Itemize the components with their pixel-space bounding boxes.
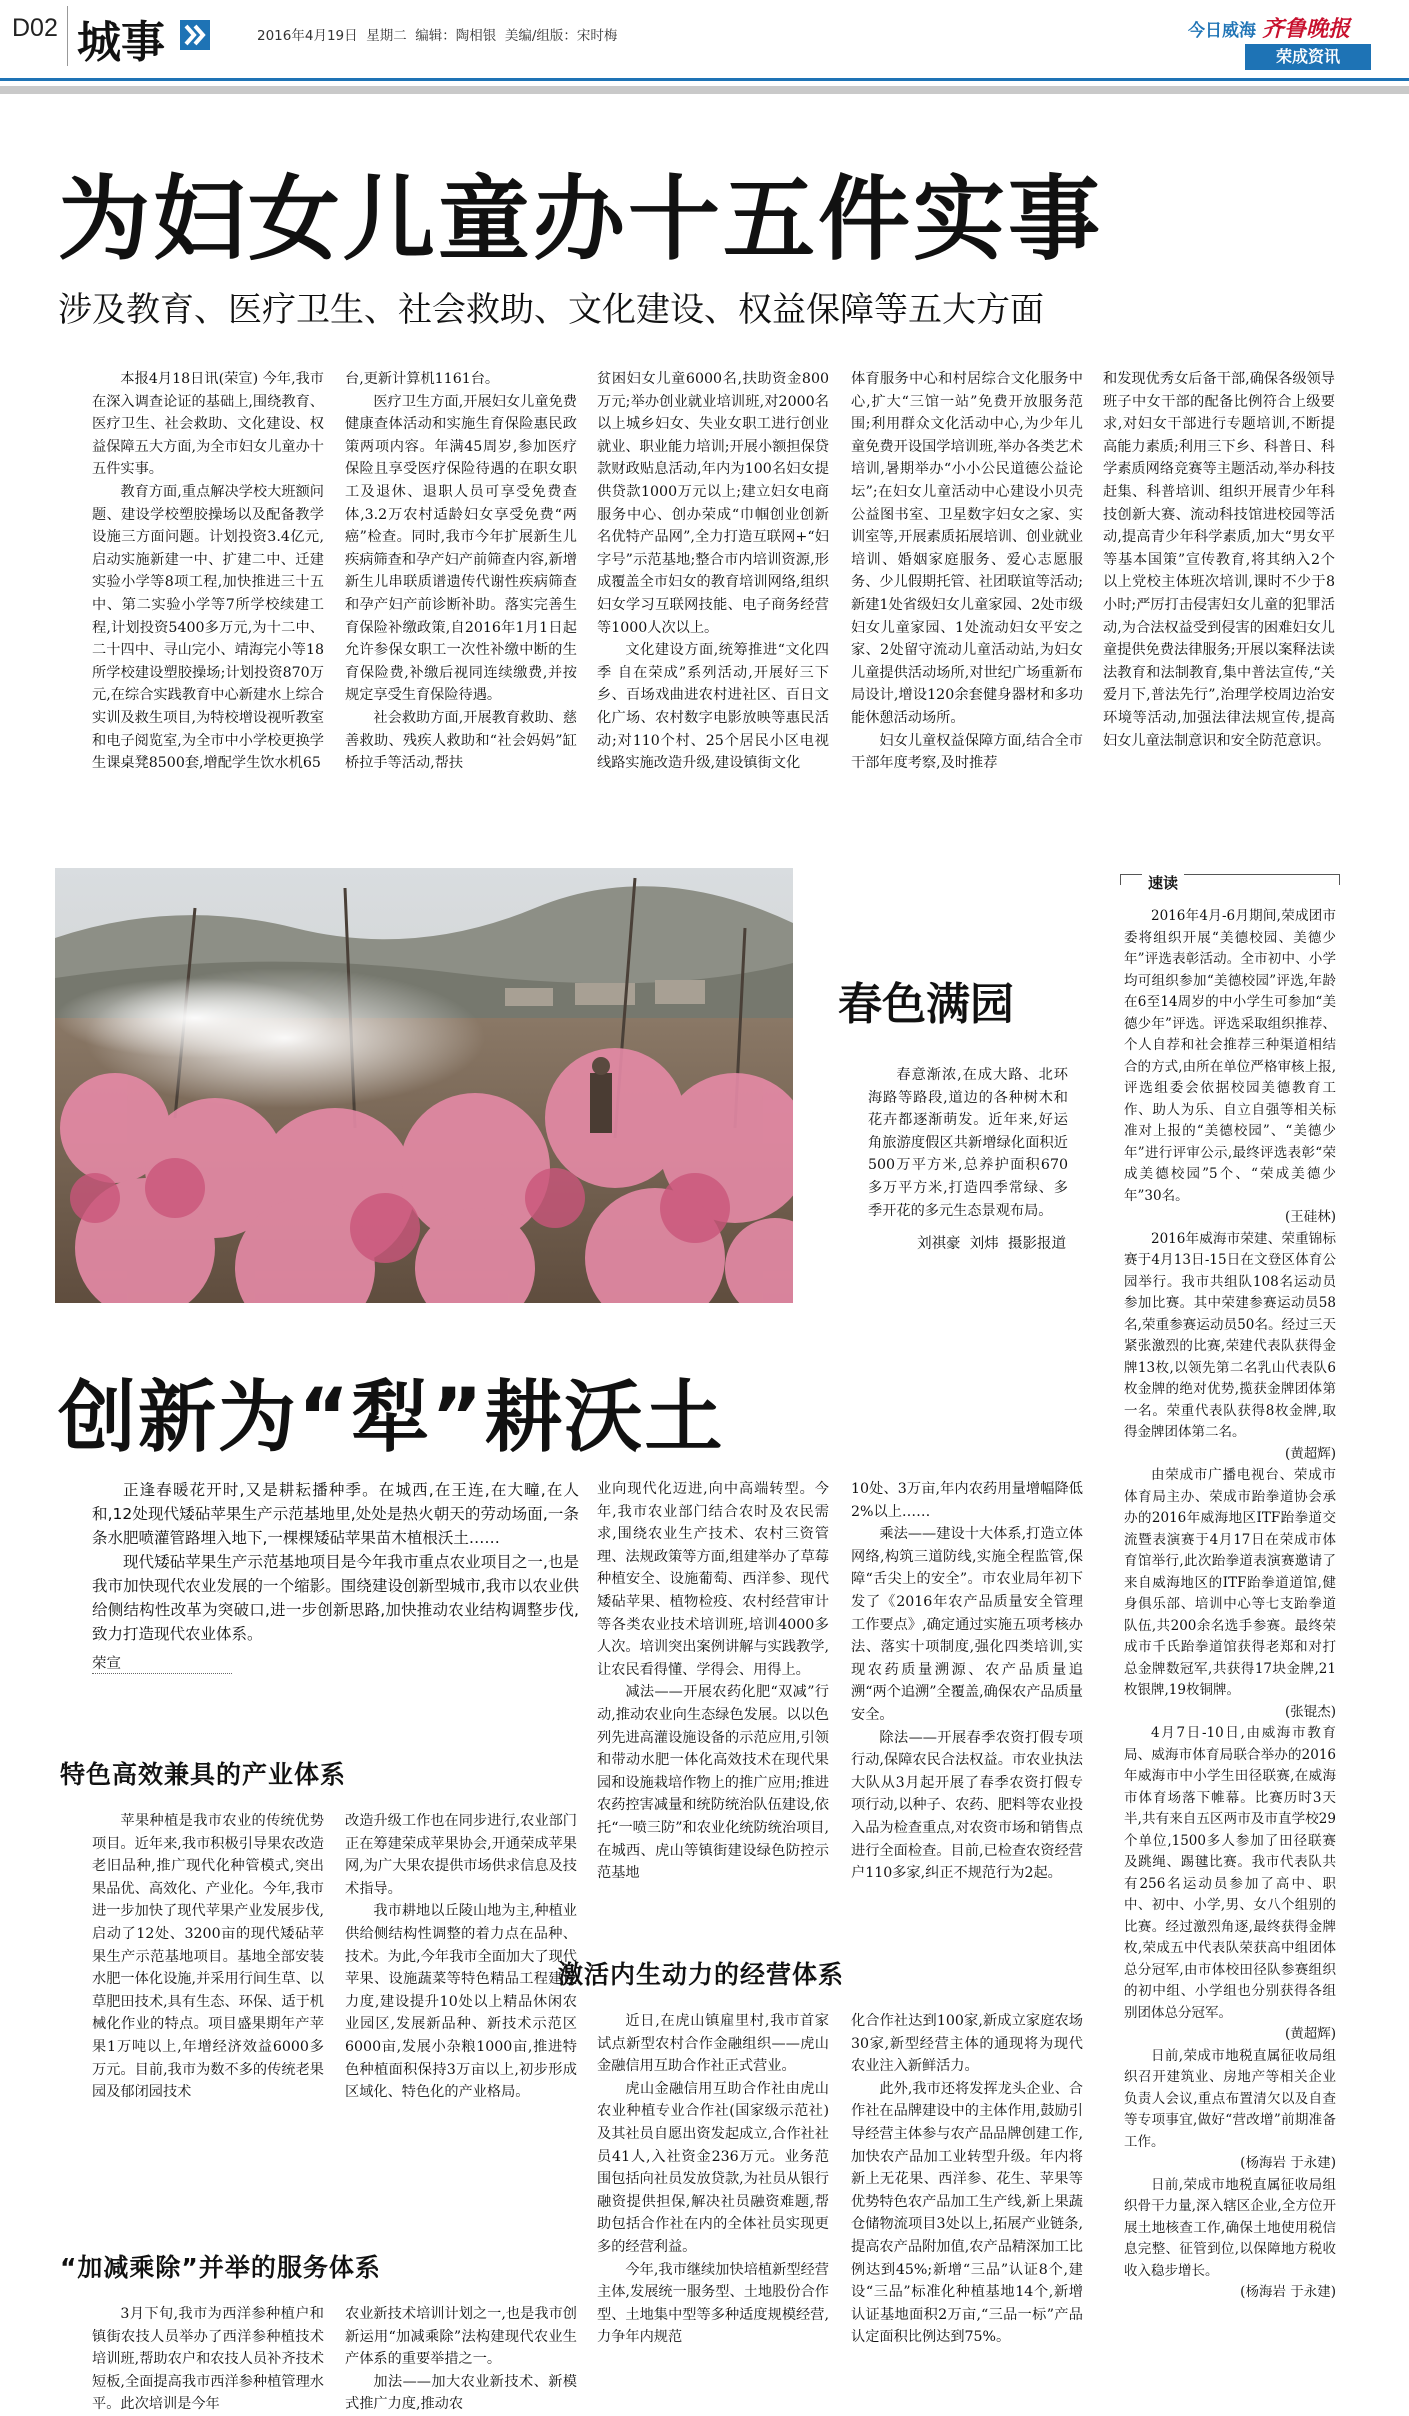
paragraph: 改造升级工作也在同步进行,农业部门正在筹建荣成苹果协会,开通荣成苹果网,为广大果农提供市场供求信息及技术指导。 (345, 1813, 577, 1897)
article2-lead-block (92, 1478, 579, 1674)
paragraph: 加法——加大农业新技术、新模式推广力度,推动农 (345, 2373, 577, 2413)
article1-title: 为妇女儿童办十五件实事 (58, 166, 1104, 273)
article1-subtitle: 涉及教育、医疗卫生、社会救助、文化建设、权益保障等五大方面 (58, 290, 1044, 330)
photo-credit: 刘祺豪 刘炜 摄影报道 (917, 1236, 1066, 1252)
paragraph: 3月下旬,我市为西洋参种植户和镇街农技人员举办了西洋参种植技术培训班,帮助农户和农技人员补齐技术短板,全面提高我市西洋参种植管理水平。此次培训是今年 (92, 2306, 324, 2413)
article2-col4 (851, 1478, 1083, 1885)
sidebar-title: 速读 (1142, 872, 1184, 893)
article2-sec1-col1 (92, 1810, 324, 2104)
paragraph: 减法——开展农药化肥“双减”行动,推动农业向生态绿色发展。以以色列先进高灌设施设备的示范应用,引领和带动水肥一体化高效技术在现代果园和设施栽培作物上的推广应用;推进农药控害减量和统防统治队伍建设,依托“一喷三防”和农业化统防统治项目,在城西、虎山等镇街建设绿色防控示范基地 (597, 1684, 829, 1882)
brief-credit: (黄超辉) (1284, 2026, 1336, 2042)
byline-text: 荣宣 (92, 1656, 121, 1672)
paragraph: 体育服务中心和村居综合文化服务中心,扩大“三馆一站”免费开放服务范围;利用群众文化活动中心,为少年儿童免费开设国学培训班,举办各类艺术培训,暑期举办“小小公民道德公益论坛”;在妇女儿童活动中心建设小贝壳公益图书室、卫星数字妇女之家、实训室等,开展素质拓展培训、创业就业培训、婚姻家庭服务、爱心志愿服务、少儿假期托管、社团联谊等活动;新建1处省级妇女儿童家园、2处市级妇女儿童家园、1处流动妇女平安之家、2处留守流动儿童活动站,为妇女儿童提供活动场所,对世纪广场重新布局设计,增设120余套健身器材和多功能休憩活动场所。 (851, 371, 1083, 726)
article2-sec3-col2 (851, 2010, 1083, 2349)
sidebar (1120, 874, 1338, 2369)
masthead (0, 0, 1409, 80)
brief-credit: (王硅林) (1284, 1209, 1336, 1225)
header-rule (0, 78, 1409, 81)
brief-credit: (黄超辉) (1284, 1445, 1336, 1462)
paragraph: 我市耕地以丘陵山地为主,种植业供给侧结构性调整的着力点在品种、技术。为此,今年我市全面加大了现代苹果、设施蔬菜等特色精品工程建设力度,建设提升10处以上精品休闲农业园区,发展新品种、新技术示范区6000亩,发展小杂粮1000亩,推进特色种植面积保持3万亩以上,初步形成区域化、特色化的产业格局。 (345, 1903, 577, 2101)
section-title: 城事 (77, 17, 165, 68)
page-number: D02 (12, 14, 58, 42)
brief-credit: (张锟杰) (1284, 1703, 1336, 1720)
article2-byline (92, 1652, 232, 1674)
article1-col-4 (851, 368, 1083, 775)
photo-caption: 春意渐浓,在成大路、北环海路等路段,道边的各种树木和花卉都逐渐萌发。近年来,好运角旅游度假区共新增绿化面积近500万平方米,总养护面积670多万平方米,打造四季常绿、多季开花的多元生态景观布局。 (868, 1067, 1068, 1219)
article1-col-3 (597, 368, 829, 775)
article1-col-1 (92, 368, 324, 775)
article2-sec2-col2 (345, 2303, 577, 2416)
brief-item: 4月7日-10日,由威海市教育局、威海市体育局联合举办的2016年威海市中小学生田径联赛,在威海市体育场落下帷幕。比赛历时3天半,共有来自五区两市及市直学校29个单位,1500多人参加了田径联赛及跳绳、踢毽比赛。我市代表队共有256名运动员参加了高中、职中、初中、小学,男、女八个组别的比赛。经过激烈角逐,最终获得金牌枚,荣成五中代表队荣获高中组团体总分冠军,由市体校田径队参赛组织的初中组、小学组也分别获得各组别团体总分冠军。 (1124, 1725, 1336, 2021)
article2-col3 (597, 1478, 829, 1885)
header-info: 2016年4月19日 星期二 编辑：陶相银 美编/组版：宋时梅 (257, 28, 618, 44)
paragraph: 教育方面,重点解决学校大班额问题、建设学校塑胶操场以及配备教学设施三方面问题。计划投资3.4亿元,启动实施新建一中、扩建二中、迁建实验小学等8项工程,加快推进三十五中、第二实验小学等7所学校续建工程,计划投资5400多万元,为十二中、二十四中、寻山完小、靖海完小等18所学校建设塑胶操场;计划投资870万元,在综合实践教育中心新建水上综合实训及救生项目,为特校增设视听教室和电子阅览室,为全市中小学校更换学生课桌凳8500套,增配学生饮水机65 (92, 483, 324, 772)
paragraph: 文化建设方面,统筹推进“文化四季 自在荣成”系列活动,开展好三下乡、百场戏曲进农村进社区、百日文化广场、农村数字电影放映等惠民活动;对110个村、25个居民小区电视线路实施改造升级,建设镇街文化 (597, 642, 829, 772)
article2-sec1-col2 (345, 1810, 577, 2104)
spring-photo (55, 868, 793, 1303)
paragraph: 化合作社达到100家,新成立家庭农场30家,新型经营主体的通现将为现代农业注入新鲜活力。 (851, 2013, 1083, 2075)
article2-sec3-col1 (597, 2010, 829, 2349)
paragraph: 贫困妇女儿童6000名,扶助资金800万元;举办创业就业培训班,对2000名以上城乡妇女、失业女职工进行创业就业、职业能力培训;开展小额担保贷款财政贴息活动,年内为100名妇女提供贷款1000万元以上;建立妇女电商服务中心、创办荣成“巾帼创业创新名优特产品网”,全力打造互联网+“妇字号”示范基地;整合市内培训资源,形成覆盖全市妇女的教育培训网络,组织妇女学习互联网技能、电子商务经营等1000人次以上。 (597, 371, 829, 636)
paragraph: 除法——开展春季农资打假专项行动,保障农民合法权益。市农业执法大队从3月起开展了春季农资打假专项行动,以种子、农药、肥料等农业投入品为检查重点,对农资市场和销售点进行全面检查。目前,已检查农资经营户110多家,纠正不规范行为2起。 (851, 1729, 1083, 1882)
brand-paper-logo: 齐鲁晚报 (1262, 16, 1351, 42)
brand-prefix: 今日威海 (1188, 21, 1256, 41)
brief-credit: (杨海岩 于永建) (1240, 2284, 1336, 2300)
paragraph: 近日,在虎山镇雇里村,我市首家试点新型农村合作金融组织——虎山金融信用互助合作社正式营业。 (597, 2013, 829, 2075)
brief-item: 日前,荣成市地税直属征收局组织骨干力量,深入辖区企业,全方位开展土地核查工作,确保土地使用税信息完整、征管到位,以保障地方税收收入稳步增长。 (1124, 2176, 1336, 2279)
article1-col-5 (1103, 368, 1335, 752)
brief-item: 2016年威海市荣建、荣重锦标赛于4月13日-15日在文登区体育公园举行。我市共组队108名运动员参加比赛。其中荣建参赛运动员58名,荣重参赛运动员50名。经过三天紧张激烈的比赛,荣建代表队获得金牌13枚,以领先第二名乳山代表队6枚金牌的绝对优势,揽获金牌团体第一名。荣重代表队获得8枚金牌,取得金牌团体第二名。 (1124, 1230, 1336, 1440)
paragraph: 本报4月18日讯(荣宣) 今年,我市在深入调查论证的基础上,围绕教育、医疗卫生、社会救助、文化建设、权益保障五大方面,为全市妇女儿童办十五件实事。 (92, 371, 324, 478)
article2-lead: 正逢春暖花开时,又是耕耘播种季。在城西,在王连,在大疃,在人和,12处现代矮砧苹果生产示范基地里,处处是热火朝天的劳动场面,一条条水肥喷灌管路埋入地下,一棵棵矮砧苹果苗木植根沃土…… (92, 1481, 579, 1547)
article2-lead2: 现代矮砧苹果生产示范基地项目是今年我市重点农业项目之一,也是我市加快现代农业发展的一个缩影。围绕建设创新型城市,我市以农业供给侧结构性改革为突破口,进一步创新思路,加快推动农业结构调整步伐,致力打造现代农业体系。 (92, 1553, 579, 1643)
paragraph: 苹果种植是我市农业的传统优势项目。近年来,我市积极引导果农改造老旧品种,推广现代化种管模式,突出果品优、高效化、产业化。今年,我市进一步加快了现代苹果产业发展步伐,启动了12处、3200亩的现代矮砧苹果生产示范基地项目。基地全部安装水肥一体化设施,并采用行间生草、以草肥田技术,具有生态、环保、适于机械化作业的特点。项目盛果期年产苹果1万吨以上,年增经济效益6000多万元。目前,我市为数不多的传统老果园及郁闭园技术 (92, 1813, 324, 2101)
paragraph: 农业新技术培训计划之一,也是我市创新运用“加减乘除”法构建现代农业生产体系的重要举措之一。 (345, 2306, 577, 2368)
article1-col-2 (345, 368, 577, 775)
paragraph: 虎山金融信用互助合作社由虎山农业种植专业合作社(国家级示范社)及其社员自愿出资发起成立,合作社社员41人,入社资金236万元。业务范围包括向社员发放贷款,为社员从银行融资提供担保,解决社员融资难题,帮助包括合作社在内的全体社员实现更多的经营利益。 (597, 2080, 829, 2255)
brief-item: 2016年4月-6月期间,荣成团市委将组织开展“美德校园、美德少年”评选表彰活动。全市初中、小学均可组织参加“美德校园”评选,年龄在6至14周岁的中小学生可参加“美德少年”评选。评选采取组织推荐、个人自荐和社会推荐三种渠道相结合的方式,由所在单位严格审核上报,评选组委会依据校园美德教育工作、助人为乐、自立自强等相关标准对上报的“美德校园”、“美德少年”进行评审公示,最终评选表彰“荣成美德校园”5个、“荣成美德少年”30名。 (1124, 908, 1336, 1204)
paragraph: 台,更新计算机1161台。 (345, 371, 500, 387)
section-chevron-icon (180, 20, 210, 50)
photo-title: 春色满园 (838, 979, 1014, 1030)
sidebar-content (1124, 906, 1336, 2304)
brand-sub-badge: 荣成资讯 (1245, 44, 1371, 70)
section-heading-operation: 激活内生动力的经营体系 (558, 1960, 845, 1989)
paragraph: 乘法——建设十大体系,打造立体网络,构筑三道防线,实施全程监管,保障“舌尖上的安全”。市农业局年初下发了《2016年农产品质量安全管理工作要点》,确定通过实施五项考核办法、落实十项制度,强化四类培训,实现农药质量溯源、农产品质量追溯“两个追溯”全覆盖,确保农产品质量安全。 (851, 1526, 1083, 1723)
paragraph: 医疗卫生方面,开展妇女儿童免费健康查体活动和实施生育保险惠民政策两项内容。年满45周岁,参加医疗保险且享受医疗保险待遇的在职女职工及退休、退职人员可享受免费查体,3.2万农村适龄妇女享受免费“两癌”检查。同时,我市今年扩展新生儿疾病筛查和孕产妇产前筛查内容,新增新生儿串联质谱遗传代谢性疾病筛查和孕产妇产前诊断补助。落实完善生育保险补缴政策,自2016年1月1日起允许参保女职工一次性补缴中断的生育保险费,补缴后视同连续缴费,并按规定享受生育保险待遇。 (345, 393, 577, 704)
article2-sec2-col1 (92, 2303, 324, 2416)
paragraph: 今年,我市继续加快培植新型经营主体,发展统一服务型、土地股份合作型、土地集中型等多种适度规模经营,力争年内规范 (597, 2261, 829, 2346)
paragraph: 妇女儿童权益保障方面,结合全市干部年度考察,及时推荐 (851, 732, 1083, 772)
paragraph: 社会救助方面,开展教育救助、慈善救助、残疾人救助和“社会妈妈”缸桥拉手等活动,帮扶 (345, 709, 577, 772)
header-divider (67, 6, 68, 66)
brief-item: 日前,荣成市地税直属征收局组织召开建筑业、房地产等相关企业负责人会议,重点布置清欠以及自查等专项事宜,做好“营改增”前期准备工作。 (1124, 2047, 1336, 2150)
brief-item: 由荣成市广播电视台、荣成市体育局主办、荣成市跆拳道协会承办的2016年威海地区ITF跆拳道交流暨表演赛于4月17日在荣成市体育馆举行,此次跆拳道表演赛邀请了来自威海地区的ITF跆拳道道馆,健身俱乐部、培训中心等七支跆拳道队伍,共200余名选手参赛。最终荣成市千氏跆拳道馆获得老郑和对打总金牌数冠军,共获得17块金牌,21枚银牌,19枚铜牌。 (1124, 1467, 1336, 1698)
paragraph: 10处、3万亩,年内农药用量增幅降低2%以上…… (851, 1481, 1083, 1520)
paragraph: 和发现优秀女后备干部,确保各级领导班子中女干部的配备比例符合上级要求,对妇女干部进行专题培训,不断提高能力素质;利用三下乡、科普日、科学素质网络竞赛等主题活动,举办科技赶集、科普培训、组织开展青少年科技创新大赛、流动科技馆进校园等活动,提高青少年科学素质,加大“男女平等基本国策”宣传教育,将其纳入2个以上党校主体班次培训,课时不少于8小时;严厉打击侵害妇女儿童的犯罪活动,为合法权益受到侵害的困难妇女儿童提供免费法律服务;开展以案释法读法教育和法制教育,集中普法宣传,“关爱月下,普法先行”,治理学校周边治安环境等活动,加强法律法规宣传,提高妇女儿童法制意识和安全防范意识。 (1103, 371, 1335, 749)
paragraph: 业向现代化迈进,向中高端转型。今年,我市农业部门结合农时及农民需求,围绕农业生产技术、农村三资管理、法规政策等方面,组建举办了草莓种植安全、设施葡萄、西洋参、现代矮砧苹果、植物检疫、农村经营审计等各类农业技术培训班,培训4000多人次。培训突出案例讲解与实践教学,让农民看得懂、学得会、用得上。 (597, 1481, 829, 1678)
brief-credit: (杨海岩 于永建) (1240, 2155, 1336, 2171)
section-heading-industry: 特色高效兼具的产业体系 (60, 1760, 347, 1789)
header-rule-gray (0, 86, 1409, 94)
section-heading-service: “加减乘除”并举的服务体系 (60, 2253, 381, 2282)
paragraph: 此外,我市还将发挥龙头企业、合作社在品牌建设中的主体作用,鼓励引导经营主体参与农产品品牌创建工作,加快农产品加工业转型升级。年内将新上无花果、西洋参、花生、苹果等优势特色农产品加工生产线,新上果蔬仓储物流项目3处以上,拓展产业链条,提高农产品附加值,农产品精深加工比例达到45%;新增“三品”认证8个,建设“三品”标准化种植基地14个,新增认证基地面积2万亩,“三品一标”产品认定面积比例达到75%。 (851, 2080, 1083, 2346)
brand-line (1188, 12, 1350, 43)
article2-title: 创新为“犁”耕沃土 (58, 1373, 725, 1463)
